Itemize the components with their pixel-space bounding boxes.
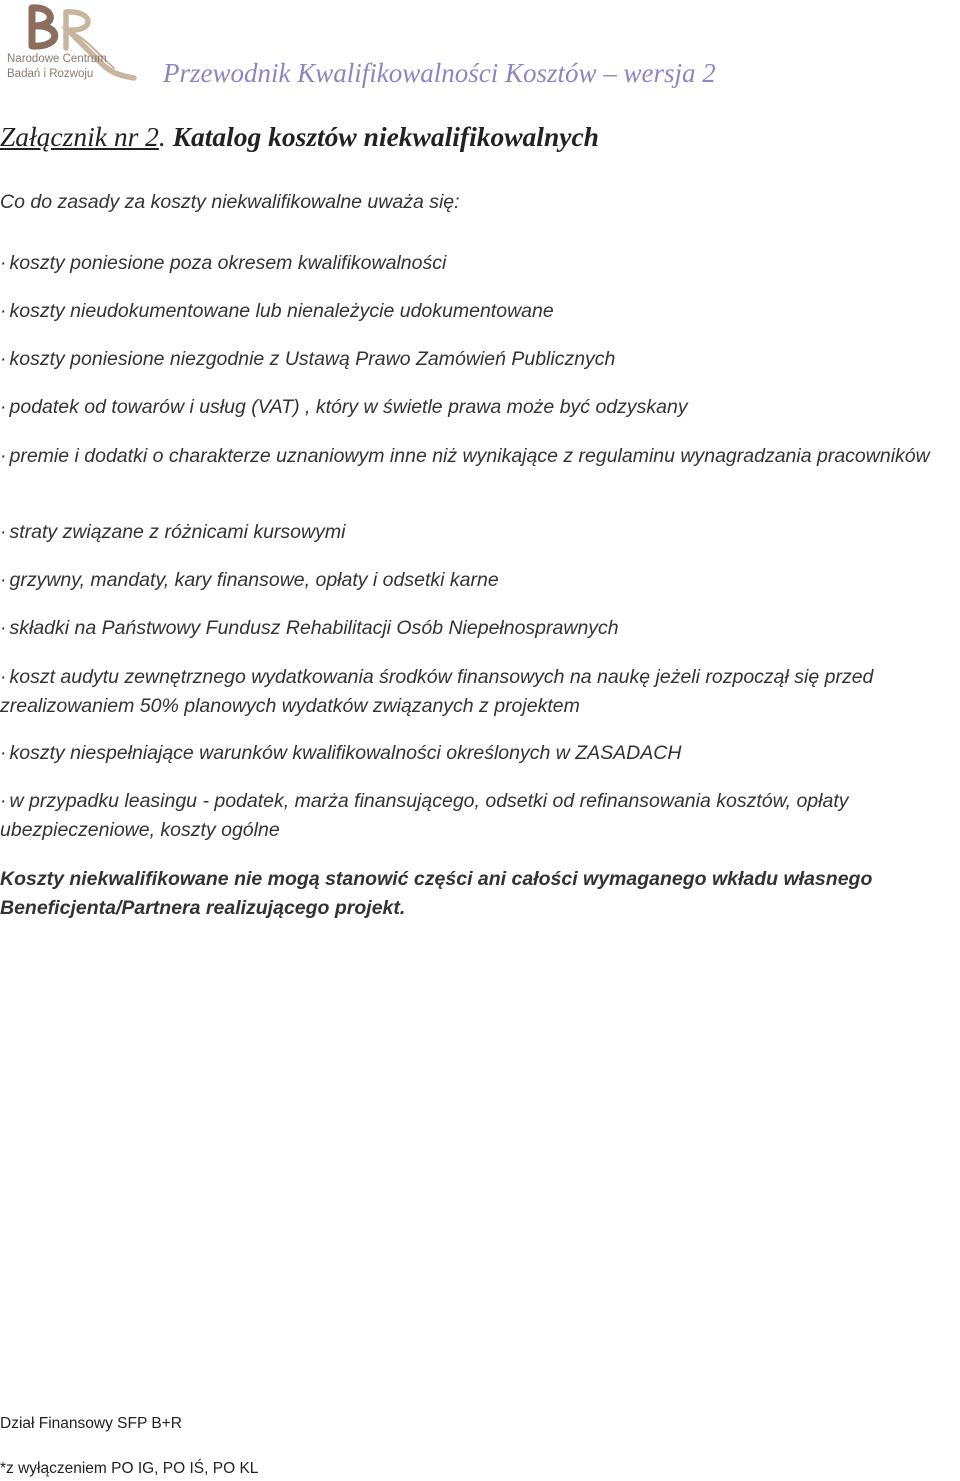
bullet: · [0, 396, 7, 418]
list-item [0, 518, 958, 547]
list-item-text: koszty niespełniające warunków kwalifikowalności określonych w ZASADACH [9, 742, 682, 764]
annex-number: Załącznik nr 2 [0, 121, 159, 152]
list-item-text: podatek od towarów i usług (VAT) , który w świetle prawa może być odzyskany [9, 396, 688, 418]
intro-text: Co do zasady za koszty niekwalifikowalne uważa się: [0, 191, 460, 213]
bullet: · [0, 569, 7, 591]
list-item-text: straty związane z różnicami kursowymi [9, 521, 346, 543]
closing-statement: Koszty niekwalifikowane nie mogą stanowić części ani całości wymaganego wkładu własnego Beneficjenta/Partnera realizującego projekt. [0, 868, 873, 919]
footer-department: Dział Finansowy SFP B+R [0, 1415, 182, 1432]
list-item [0, 614, 958, 643]
running-title: Przewodnik Kwalifikowalności Kosztów – wersja 2 [163, 58, 716, 88]
list-item-text: grzywny, mandaty, kary finansowe, opłaty i odsetki karne [9, 569, 499, 591]
heading-separator: . [158, 121, 173, 152]
list-item-text: koszty poniesione niezgodnie z Ustawą Prawo Zamówień Publicznych [9, 348, 616, 370]
bullet: · [0, 521, 7, 543]
bullet: · [0, 300, 7, 322]
list-item-text: koszty poniesione poza okresem kwalifikowalności [9, 252, 447, 274]
list-item [0, 739, 958, 768]
list-item-text: składki na Państwowy Fundusz Rehabilitacji Osób Niepełnosprawnych [9, 617, 619, 639]
logo-text-line1: Narodowe Centrum [7, 53, 107, 65]
bullet: · [0, 445, 7, 467]
list-item [0, 663, 958, 721]
bullet: · [0, 348, 7, 370]
section-heading [0, 121, 599, 153]
logo-text-line2: Badań i Rozwoju [7, 68, 94, 80]
bullet: · [0, 252, 7, 274]
list-item-text: premie i dodatki o charakterze uznaniowym inne niż wynikające z regulaminu wynagradzania pracowników [9, 445, 930, 467]
list-item-text: koszty nieudokumentowane lub nienależycie udokumentowane [9, 300, 554, 322]
list-item-text: koszt audytu zewnętrznego wydatkowania środków finansowych na naukę jeżeli rozpoczął się przed zrealizowaniem 50% planowych wydatków związanych z projektem [0, 666, 874, 717]
list-item [0, 566, 958, 595]
bullet: · [0, 742, 7, 764]
list-item [0, 442, 958, 471]
list-item [0, 297, 958, 326]
list-item [0, 345, 958, 374]
ncbr-logo [2, 2, 137, 84]
list-item [0, 393, 958, 422]
list-item [0, 787, 958, 845]
bullet: · [0, 790, 7, 812]
list-item-text: w przypadku leasingu - podatek, marża finansującego, odsetki od refinansowania kosztów, opłaty ubezpieczeniowe, koszty ogólne [0, 790, 849, 841]
bullet: · [0, 666, 7, 688]
list-item [0, 249, 958, 278]
bullet: · [0, 617, 7, 639]
heading-title: Katalog kosztów niekwalifikowalnych [172, 121, 599, 152]
footer-note: *z wyłączeniem PO IG, PO IŚ, PO KL [0, 1460, 259, 1477]
